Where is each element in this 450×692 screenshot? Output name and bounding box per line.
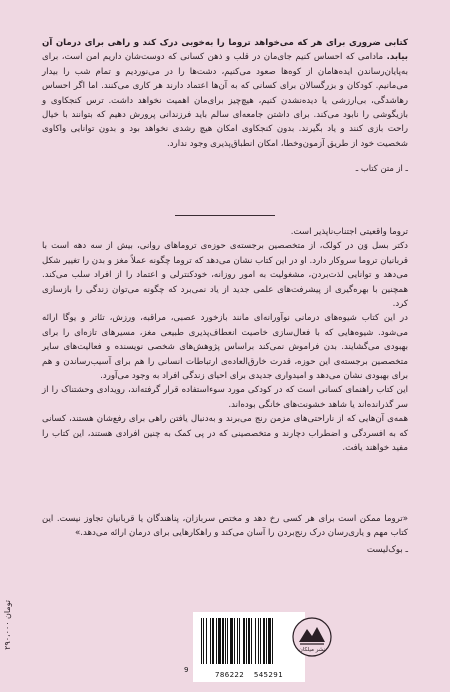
barcode-digits — [193, 670, 305, 679]
review-quote — [42, 512, 408, 557]
publisher-logo — [290, 615, 334, 659]
description-p3: در این کتاب شیوه‌های درمانی نوآورانه‌ای مانند بازخورد عصبی، مراقبه، ورزش، تئاتر و یوگا ارائه می‌شود. شیوه‌هایی که با فعال‌سازی خاصیت انعطاف‌پذیری طبیعی مغز، مسیرهای تازه‌ای را برای بهبودی می‌گشایند. بدن فراموش نمی‌کند براساس پژوهش‌های شخصی نویسنده و فعالیت‌های سایر متخصصین برجسته‌ی این حوزه، قدرت خارق‌العاده‌ی ارتباطات انسانی را هم برای آسیب‌رساندن و هم برای بهبودی نشان می‌دهد و امیدواری جدیدی برای احیای زندگی افراد به وجود می‌آورد. — [42, 313, 408, 382]
publisher-logo-name: نشر میلکان — [298, 647, 326, 653]
description-p4: این کتاب راهنمای کسانی است که در کودکی مورد سوءاستفاده قرار گرفته‌اند، رویدادی وحشتناک را از سر گذرانده‌اند یا شاهد خشونت‌های خانگی بوده‌اند. — [42, 385, 408, 410]
intro-lead-sentence: کتابی ضروری برای هر که می‌خواهد تروما را به‌خوبی درک کند و راهی برای درمان آن بیابد. — [42, 38, 409, 63]
description-p2: دکتر بسل وَن در کولک، از متخصصین برجسته‌ی حوزه‌ی تروماهای روانی، بیش از سه دهه است با قربانیان تروما سروکار دارد. او در این کتاب نشان می‌دهد که تروما چگونه عملاً مغز و بدن را تغییر شکل می‌دهد و توانایی لذت‌بردن، مشغولیت به امور روزانه، خودکنترلی و اعتماد را از افراد سلب می‌کند. همچنین با بهره‌گیری از پیشرفت‌های علمی جدید از یاد نمی‌برد که چگونه می‌توان زندگی را بازسازی کرد. — [42, 241, 408, 310]
barcode-group-1: 786222 — [215, 670, 245, 679]
barcode-group-2: 545291 — [253, 670, 283, 679]
intro-paragraph — [42, 36, 408, 151]
intro-excerpt — [42, 36, 408, 176]
price-label: ۲۹۰،۰۰۰ تومان — [3, 600, 12, 650]
barcode-lead-digit: 9 — [184, 665, 189, 674]
quote-text: «تروما ممکن است برای هر کسی رخ دهد و مختص سربازان، پناهندگان یا قربانیان تجاوز نیست. این کتاب مهم و یاری‌رسان درک رنج‌بردن را آسان می‌کند و راهکارهایی برای درمان ارائه می‌دهد.» — [42, 514, 408, 539]
intro-body: مادامی که احساس کنیم جای‌مان در قلب و ذهن کسانی که دوست‌شان داریم امن است، برای به‌پایان‌رساندن ایده‌هامان از کوه‌ها صعود می‌کنیم، دشت‌ها را در می‌نوردیم و تمام شب را بیدار می‌مانیم. کودکان و بزرگسالان برای کسانی که به آن‌ها اعتماد دارند هر کاری می‌کنند. اما اگر احساس رهاشدگی، بی‌ارزشی یا دیده‌نشدن کنیم، هیچ‌چیز برای‌مان اهمیت نخواهد داشت. ترس کنجکاوی و بازیگوشی را نابود می‌کند. برای داشتن جامعه‌ای سالم باید فرزندانی پرورش دهیم که بتوانند با خیال راحت بازی کنند و یاد بگیرند. بدون کنجکاوی امکان هیچ رشدی نخواهد بود و بدون توانایی واکاوی شخصیت خود از طریق آزمون‌وخطا، امکان انطباق‌پذیری وجود ندارد. — [42, 52, 408, 149]
barcode-bars — [199, 618, 299, 666]
intro-source: ـ از متن کتاب ـ — [355, 163, 408, 174]
description-p1: تروما واقعیتی اجتناب‌ناپذیر است. — [290, 227, 408, 237]
divider-line — [175, 215, 275, 216]
isbn-barcode — [193, 612, 305, 682]
quote-source: ـ بوک‌لیست — [366, 544, 408, 555]
book-description — [42, 225, 408, 456]
description-p5: همه‌ی آن‌هایی که از ناراحتی‌های مزمن رنج می‌برند و به‌دنبال یافتن راهی برای رفع‌شان هستند، کسانی که به افسردگی و اضطراب دچارند و متخصصینی که در پی کمک به چنین افرادی هستند، این کتاب را مفید خواهند یافت. — [42, 414, 408, 454]
